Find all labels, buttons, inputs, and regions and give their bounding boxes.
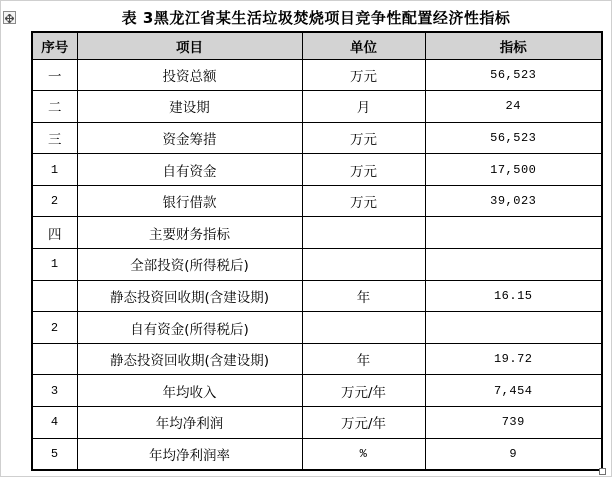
serial-cell: 二	[32, 91, 77, 123]
value-cell: 19.72	[425, 343, 602, 375]
table-row	[32, 280, 602, 312]
table-row	[32, 407, 602, 439]
serial-cell: 5	[32, 438, 77, 470]
unit-cell: 月	[302, 91, 425, 123]
item-cell: 静态投资回收期(含建设期)	[77, 343, 302, 375]
value-cell	[425, 312, 602, 344]
value-cell: 16.15	[425, 280, 602, 312]
item-cell: 自有资金(所得税后)	[77, 312, 302, 344]
serial-cell: 1	[32, 249, 77, 281]
value-cell: 24	[425, 91, 602, 123]
unit-cell: 万元	[302, 185, 425, 217]
table-row	[32, 312, 602, 344]
table-resize-handle[interactable]	[599, 468, 606, 475]
unit-cell	[302, 312, 425, 344]
value-cell: 9	[425, 438, 602, 470]
unit-cell: 年	[302, 343, 425, 375]
value-cell: 17,500	[425, 154, 602, 186]
table-row	[32, 122, 602, 154]
item-cell: 年均收入	[77, 375, 302, 407]
table-row	[32, 185, 602, 217]
table-row	[32, 217, 602, 249]
item-cell: 全部投资(所得税后)	[77, 249, 302, 281]
table-row	[32, 249, 602, 281]
unit-cell: 万元/年	[302, 407, 425, 439]
column-header-unit: 单位	[302, 32, 425, 59]
value-cell: 56,523	[425, 59, 602, 91]
item-cell: 静态投资回收期(含建设期)	[77, 280, 302, 312]
table-move-handle[interactable]	[3, 11, 16, 24]
column-header-serial: 序号	[32, 32, 77, 59]
item-cell: 建设期	[77, 91, 302, 123]
item-cell: 银行借款	[77, 185, 302, 217]
item-cell: 自有资金	[77, 154, 302, 186]
serial-cell: 4	[32, 407, 77, 439]
serial-cell: 2	[32, 185, 77, 217]
table-body	[32, 59, 602, 470]
table-row	[32, 154, 602, 186]
unit-cell: %	[302, 438, 425, 470]
table-row	[32, 91, 602, 123]
serial-cell: 一	[32, 59, 77, 91]
value-cell: 7,454	[425, 375, 602, 407]
unit-cell: 年	[302, 280, 425, 312]
table-row	[32, 343, 602, 375]
serial-cell	[32, 343, 77, 375]
value-cell	[425, 217, 602, 249]
value-cell	[425, 249, 602, 281]
value-cell: 739	[425, 407, 602, 439]
item-cell: 主要财务指标	[77, 217, 302, 249]
item-cell: 年均净利润	[77, 407, 302, 439]
value-cell: 56,523	[425, 122, 602, 154]
column-header-item: 项目	[77, 32, 302, 59]
table-title: 表 3黑龙江省某生活垃圾焚烧项目竞争性配置经济性指标	[121, 9, 511, 27]
column-header-indicator: 指标	[425, 32, 602, 59]
unit-cell: 万元	[302, 59, 425, 91]
serial-cell	[32, 280, 77, 312]
unit-cell	[302, 249, 425, 281]
item-cell: 年均净利润率	[77, 438, 302, 470]
item-cell: 资金筹措	[77, 122, 302, 154]
table-row	[32, 438, 602, 470]
table-row	[32, 59, 602, 91]
serial-cell: 三	[32, 122, 77, 154]
table-row	[32, 375, 602, 407]
serial-cell: 四	[32, 217, 77, 249]
unit-cell	[302, 217, 425, 249]
economic-indicators-table	[31, 31, 603, 471]
header-row	[32, 32, 602, 59]
serial-cell: 3	[32, 375, 77, 407]
serial-cell: 1	[32, 154, 77, 186]
value-cell: 39,023	[425, 185, 602, 217]
serial-cell: 2	[32, 312, 77, 344]
item-cell: 投资总额	[77, 59, 302, 91]
unit-cell: 万元/年	[302, 375, 425, 407]
unit-cell: 万元	[302, 154, 425, 186]
move-arrows-icon	[5, 8, 14, 27]
unit-cell: 万元	[302, 122, 425, 154]
